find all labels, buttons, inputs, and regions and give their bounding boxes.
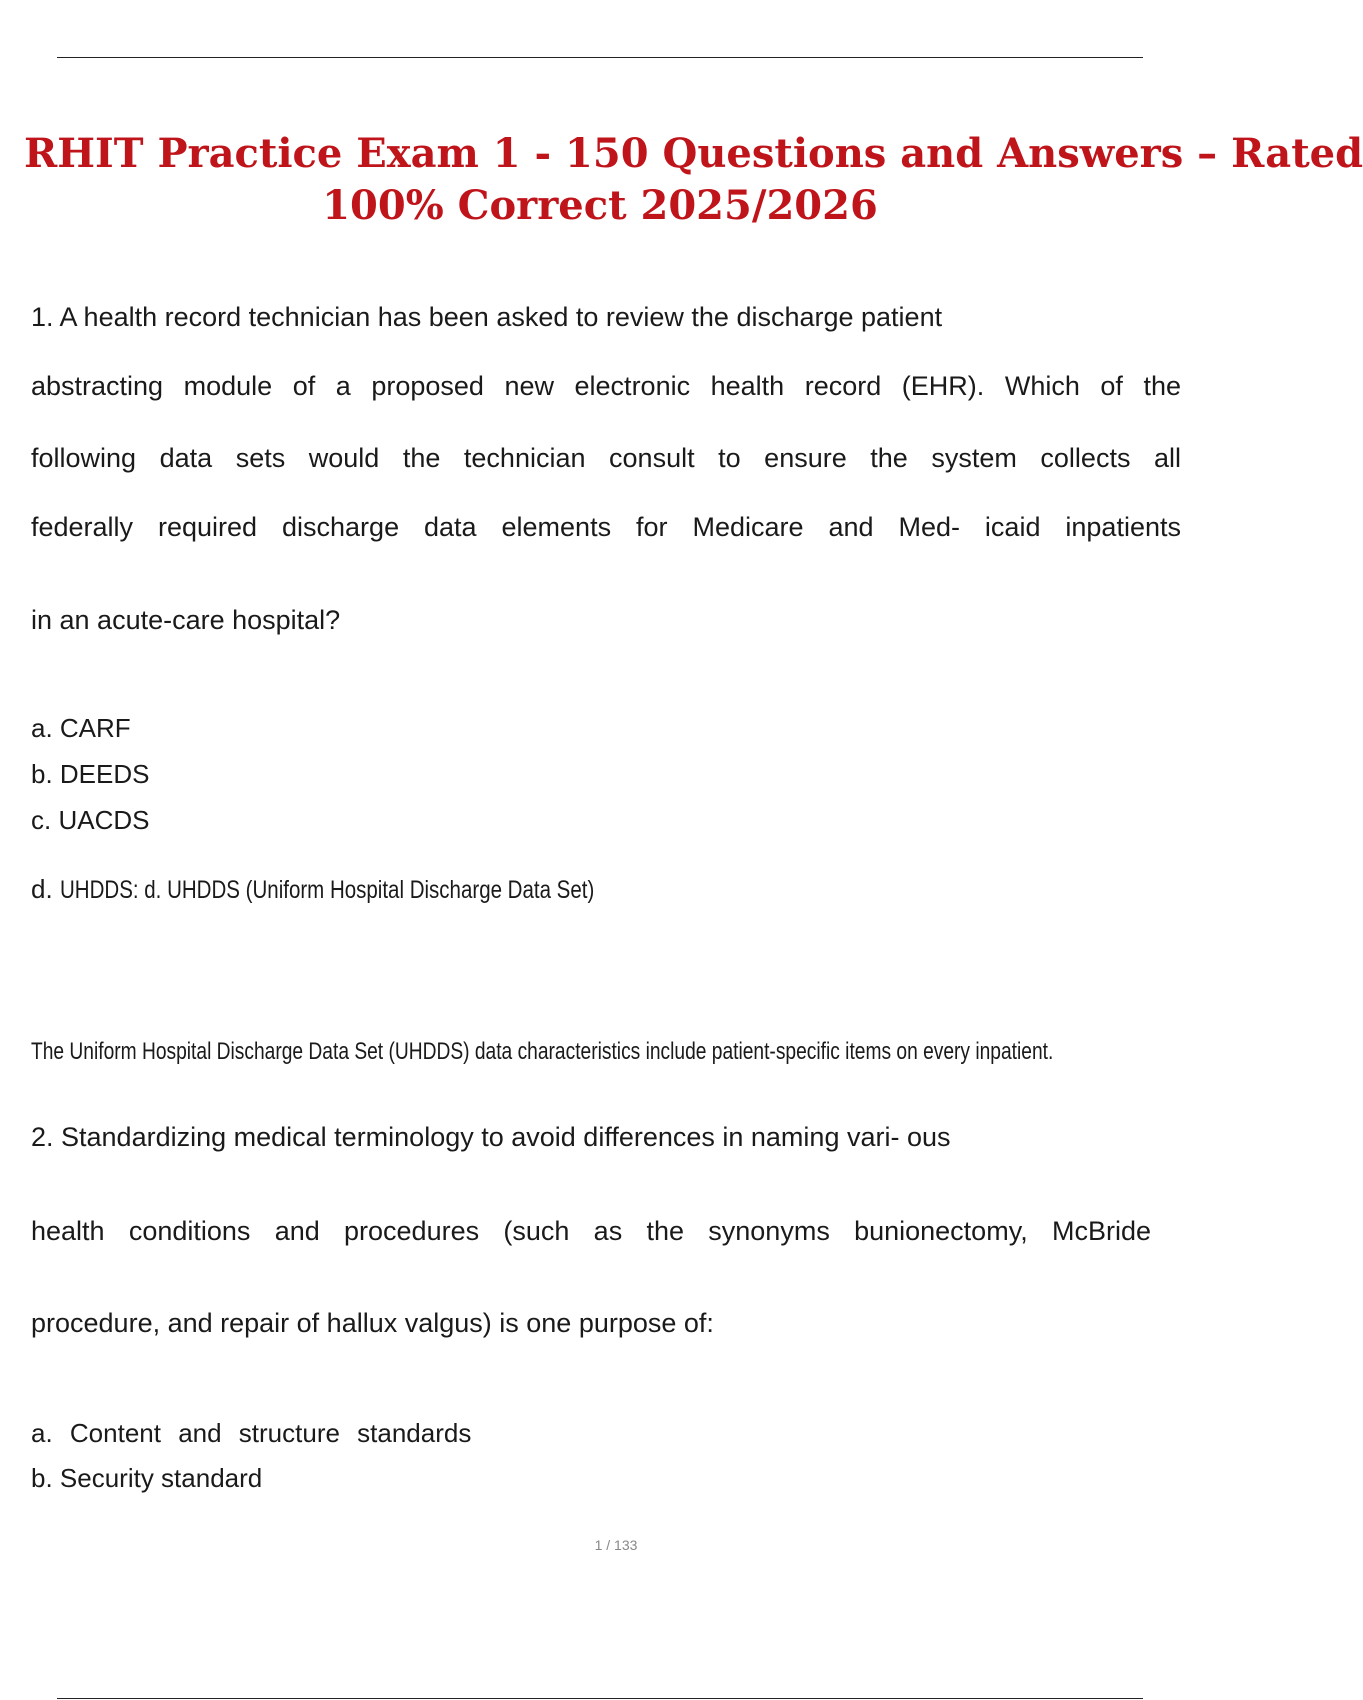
question-2-line-3: procedure, and repair of hallux valgus) is one purpose of: xyxy=(31,1308,714,1338)
question-2-option-a: a. Content and structure standards xyxy=(31,1418,472,1448)
question-1-line-2 xyxy=(31,369,1181,403)
question-1-line-3 xyxy=(31,441,1181,475)
question-1-explanation: The Uniform Hospital Discharge Data Set (UHDDS) data characteristics include patient-specific items on every inpatient. xyxy=(31,1038,1054,1065)
question-1-line-1: 1. A health record technician has been asked to review the discharge patient xyxy=(31,302,943,332)
question-2-option-b: b. Security standard xyxy=(31,1463,263,1493)
question-2-line-1: 2. Standardizing medical terminology to avoid differences in naming vari- ous xyxy=(31,1122,951,1152)
title-line-2: 100% Correct 2025/2026 xyxy=(322,182,878,229)
bottom-rule xyxy=(57,1698,1143,1699)
question-1-option-a: a. CARF xyxy=(31,713,131,743)
top-rule xyxy=(57,57,1143,58)
question-1-option-d xyxy=(31,872,711,907)
question-2-line-2 xyxy=(31,1214,1151,1248)
question-1-line-2-text: abstracting module of a proposed new electronic health record (EHR). Which of the xyxy=(31,371,1181,401)
page-number: 1 / 133 xyxy=(594,1537,638,1553)
question-1-line-4 xyxy=(31,510,1181,544)
question-1-option-c: c. UACDS xyxy=(31,805,150,835)
option-d-answer: UHDDS: d. UHDDS (Uniform Hospital Discharge Data Set) xyxy=(59,876,595,904)
question-2-line-2-text: health conditions and procedures (such as the synonyms bunionectomy, McBride xyxy=(31,1216,1151,1246)
title-line-1: RHIT Practice Exam 1 - 150 Questions and Answers – Rated xyxy=(24,130,1363,177)
question-1-option-b: b. DEEDS xyxy=(31,759,150,789)
option-d-label: d. xyxy=(31,874,53,904)
question-1-line-5: in an acute-care hospital? xyxy=(31,605,341,635)
question-1-line-4-text: federally required discharge data elements for Medicare and Med- icaid inpatients xyxy=(31,512,1181,542)
question-1-line-3-text: following data sets would the technician consult to ensure the system collects all xyxy=(31,443,1181,473)
